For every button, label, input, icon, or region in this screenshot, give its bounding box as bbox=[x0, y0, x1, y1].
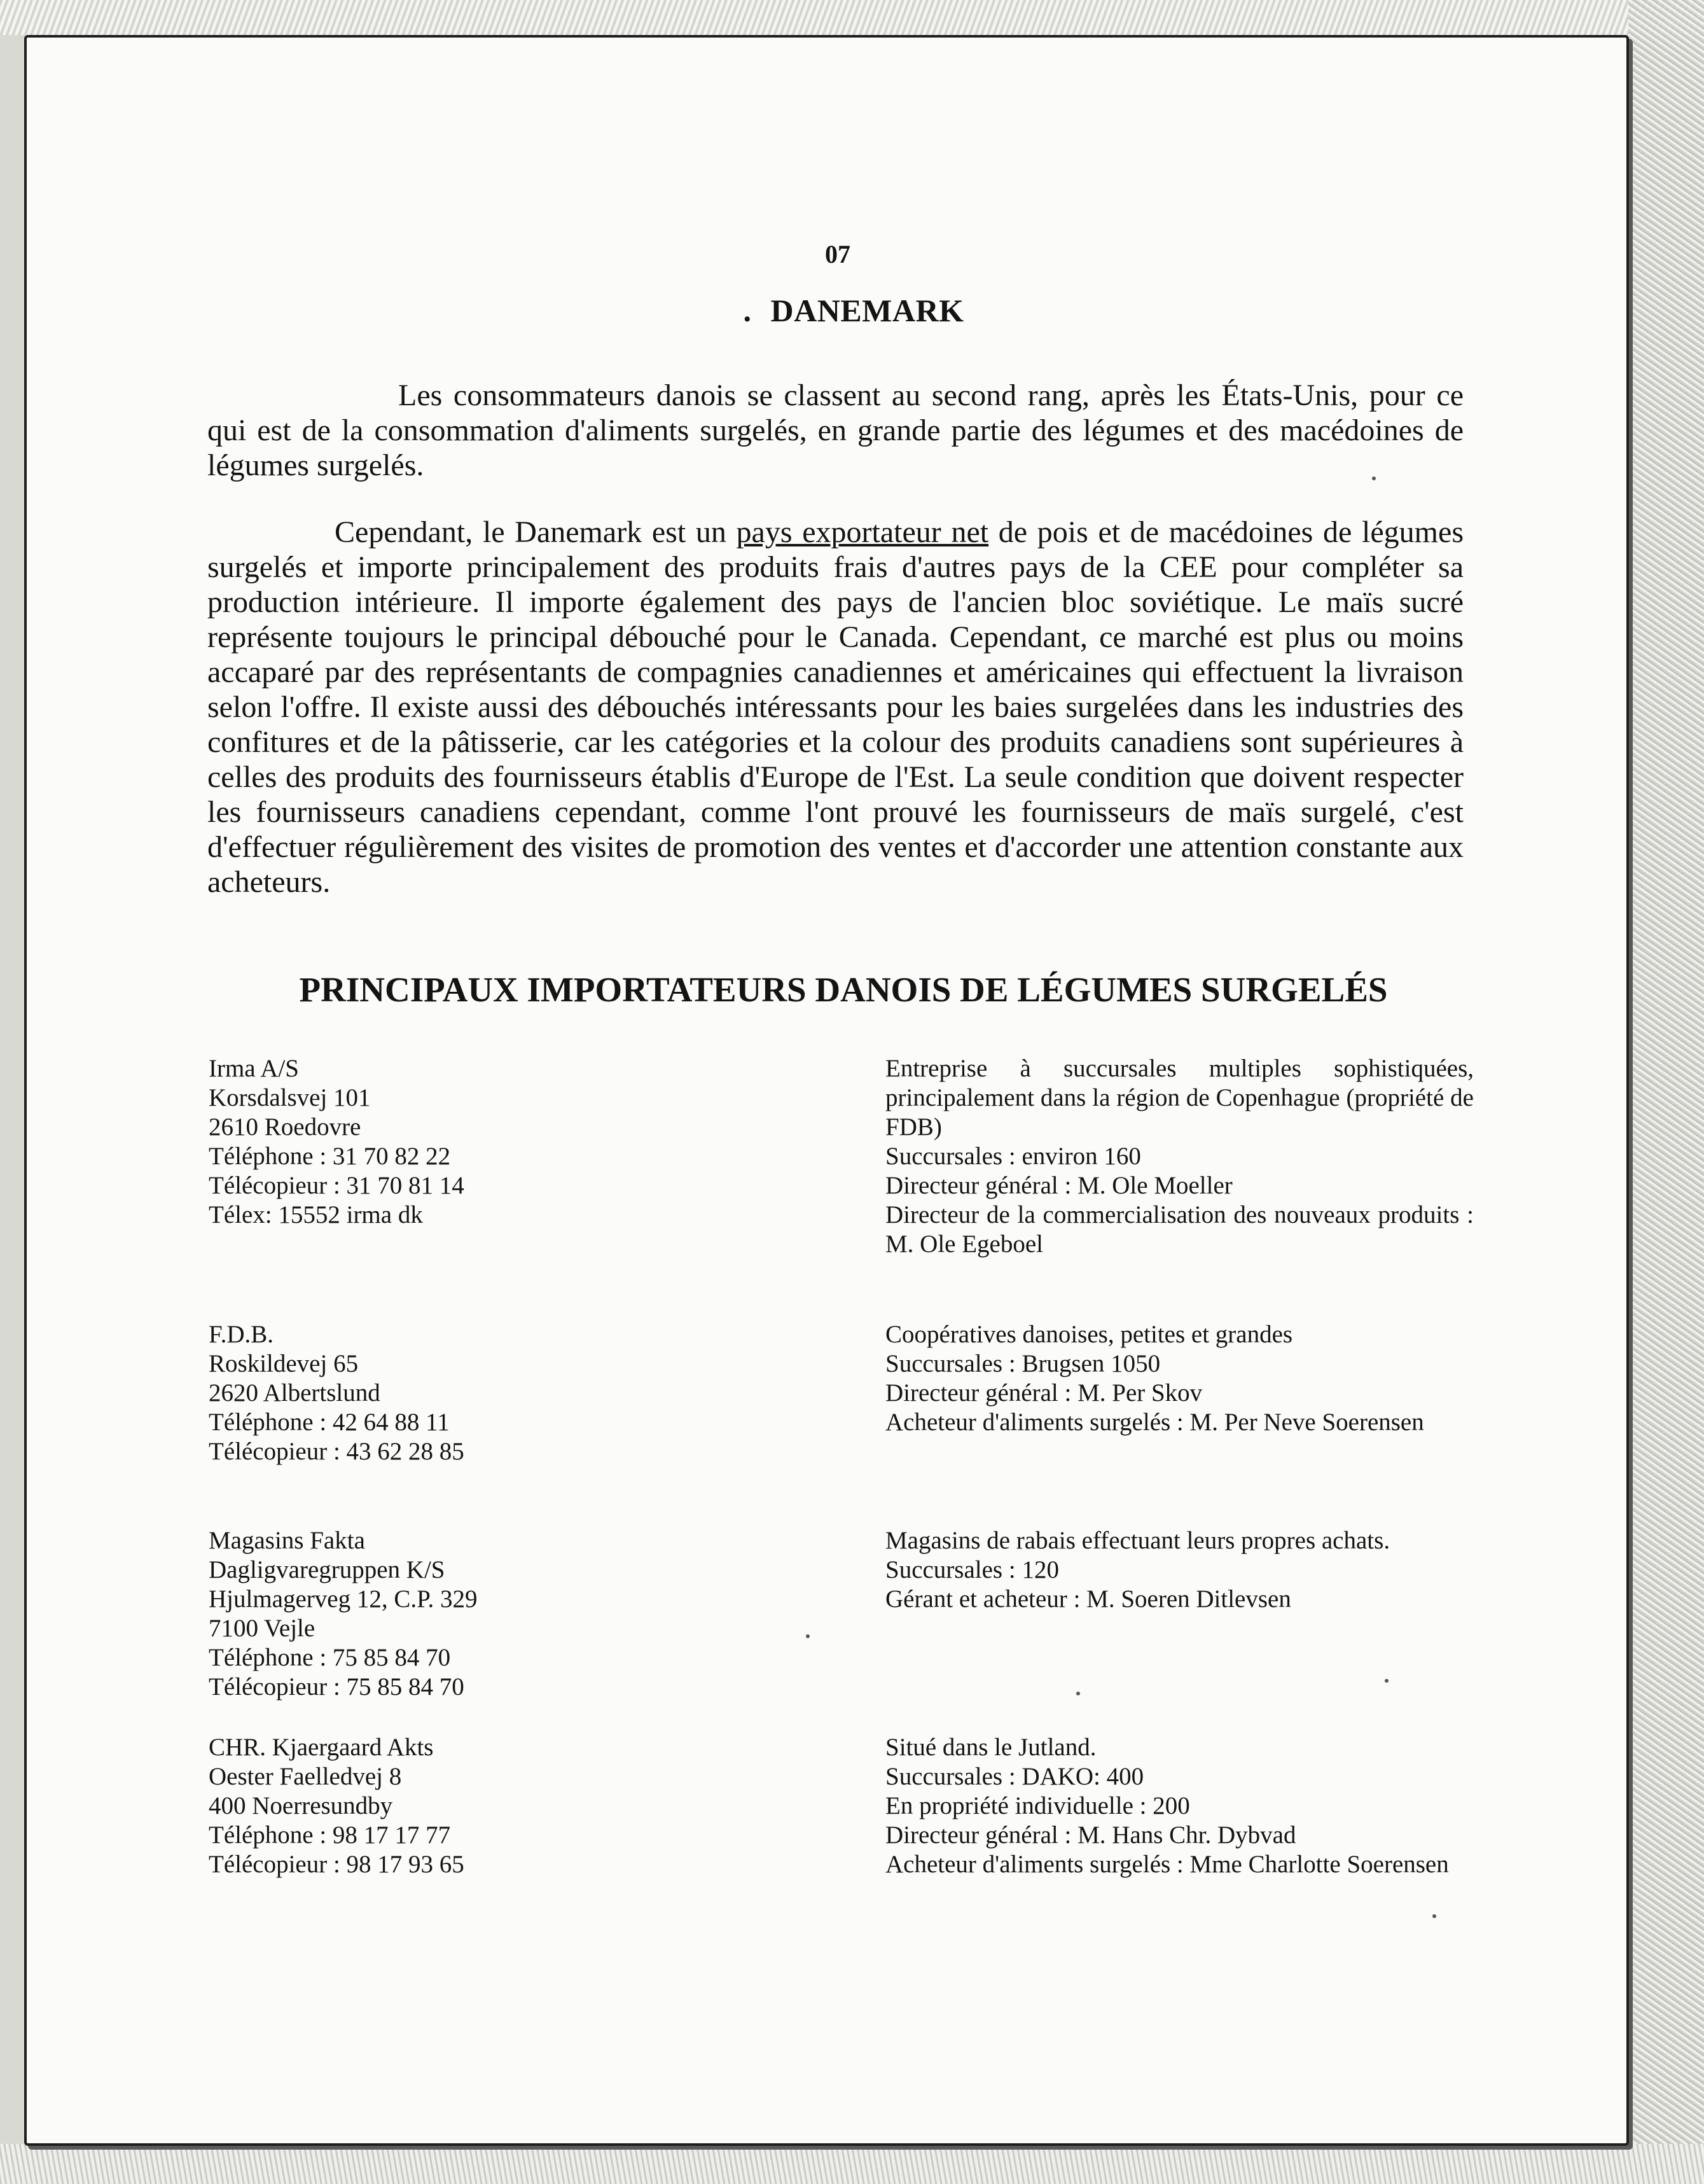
address-line: Télécopieur : 98 17 93 65 bbox=[209, 1851, 464, 1878]
detail-line: Succursales : DAKO: 400 bbox=[885, 1763, 1144, 1790]
address-line: 2610 Roedovre bbox=[209, 1113, 361, 1141]
paragraph-1: Les consommateurs danois se classent au second rang, après les États-Unis, pour ce qui est de la consommation d'aliments surgelés, en grande partie des légumes et des macédoines de légumes surgelés. bbox=[207, 379, 1464, 482]
detail-line: Situé dans le Jutland. bbox=[885, 1734, 1097, 1761]
detail-line: Magasins de rabais effectuant leurs propres achats. bbox=[885, 1527, 1390, 1554]
address-line: Korsdalsvej 101 bbox=[209, 1084, 371, 1111]
address-line: Télex: 15552 irma dk bbox=[209, 1201, 423, 1228]
address-line: Télécopieur : 31 70 81 14 bbox=[209, 1172, 464, 1199]
address-line: Dagligvaregruppen K/S bbox=[209, 1556, 445, 1583]
address-line: 2620 Albertslund bbox=[209, 1379, 380, 1407]
address-line: Téléphone : 42 64 88 11 bbox=[209, 1408, 450, 1436]
address-line: CHR. Kjaergaard Akts bbox=[209, 1734, 434, 1761]
title-text: DANEMARK bbox=[770, 293, 964, 328]
importer-2-address bbox=[209, 1320, 781, 1466]
importer-2-details bbox=[885, 1320, 1474, 1437]
address-line: Téléphone : 98 17 17 77 bbox=[209, 1821, 451, 1849]
paragraph-2-start: Cependant, le Danemark est un bbox=[335, 515, 737, 549]
detail-text: Acheteur d'aliments surgelés : Mme Charlotte Soerensen bbox=[885, 1851, 1449, 1878]
scan-edge-right bbox=[1628, 0, 1704, 2184]
detail-line: Directeur général : M. Ole Moeller bbox=[885, 1172, 1233, 1199]
address-line: Oester Faelledvej 8 bbox=[209, 1763, 402, 1790]
address-line: Magasins Fakta bbox=[209, 1527, 365, 1554]
detail-line: Succursales : 120 bbox=[885, 1556, 1059, 1583]
address-line: Roskildevej 65 bbox=[209, 1350, 359, 1377]
importer-3-details bbox=[885, 1526, 1474, 1614]
importer-1-address bbox=[209, 1054, 781, 1230]
scan-speck bbox=[1076, 1692, 1080, 1695]
address-line: Téléphone : 31 70 82 22 bbox=[209, 1143, 451, 1170]
section-heading: PRINCIPAUX IMPORTATEURS DANOIS DE LÉGUMES SURGELÉS bbox=[299, 970, 1388, 1009]
importer-3-address bbox=[209, 1526, 781, 1702]
address-line: Télécopieur : 43 62 28 85 bbox=[209, 1438, 464, 1465]
paragraph-2 bbox=[207, 515, 1464, 900]
scan-speck bbox=[806, 1634, 810, 1638]
detail-line: En propriété individuelle : 200 bbox=[885, 1792, 1190, 1819]
importer-4-address bbox=[209, 1733, 781, 1879]
document-page bbox=[24, 35, 1629, 2146]
paragraph-2-rest: de pois et de macédoines de légumes surgelés et importe principalement des produits frais d'autres pays de la CEE pour compléter sa production intérieure. Il importe également des pays de l'ancien bloc soviétique. Le maïs sucré représente toujours le principal débouché pour le Canada. Cependant, ce marché est plus ou moins accaparé par des représentants de compagnies canadiennes et américaines qui effectuent la livraison selon l'offre. Il existe aussi des débouchés intéressants pour les baies surgelées dans les industries des confitures et de la pâtisserie, car les catégories et la colour des produits canadiens sont supérieures à celles des produits des fournisseurs établis d'Europe de l'Est. La seule condition que doivent respecter les fournisseurs canadiens cependant, comme l'ont prouvé les fournisseurs de maïs surgelé, c'est d'effectuer régulièrement des visites de promotion des ventes et d'accorder une attention constante aux acheteurs. bbox=[207, 515, 1464, 899]
address-line: F.D.B. bbox=[209, 1321, 274, 1348]
scan-edge-bottom bbox=[0, 2144, 1704, 2184]
underlined-phrase: pays exportateur net bbox=[736, 515, 989, 549]
detail-text: Acheteur d'aliments surgelés : M. Per Neve Soerensen bbox=[885, 1408, 1424, 1436]
detail-line: Coopératives danoises, petites et grandes bbox=[885, 1321, 1293, 1348]
scan-edge-top bbox=[0, 0, 1704, 35]
title-bullet: . bbox=[743, 293, 752, 328]
address-line: Téléphone : 75 85 84 70 bbox=[209, 1644, 451, 1671]
detail-line: Succursales : environ 160 bbox=[885, 1143, 1141, 1170]
address-line: 7100 Vejle bbox=[209, 1615, 315, 1642]
address-line: 400 Noerresundby bbox=[209, 1792, 393, 1819]
page-title bbox=[695, 292, 1013, 329]
importer-1-details bbox=[885, 1054, 1474, 1259]
address-line: Télécopieur : 75 85 84 70 bbox=[209, 1673, 464, 1701]
address-line: Irma A/S bbox=[209, 1055, 299, 1082]
detail-line: Directeur général : M. Per Skov bbox=[885, 1379, 1203, 1407]
page-number: 07 bbox=[825, 240, 850, 268]
detail-text: Entreprise à succursales multiples sophistiquées, principalement dans la région de Copenhague (propriété de FDB) bbox=[885, 1055, 1474, 1141]
scan-speck bbox=[1385, 1679, 1389, 1683]
scan-speck bbox=[1372, 476, 1376, 480]
importer-4-details bbox=[885, 1733, 1474, 1879]
detail-line: Gérant et acheteur : M. Soeren Ditlevsen bbox=[885, 1585, 1291, 1613]
scan-speck bbox=[1432, 1914, 1436, 1918]
detail-line: Directeur général : M. Hans Chr. Dybvad bbox=[885, 1821, 1296, 1849]
detail-line: Succursales : Brugsen 1050 bbox=[885, 1350, 1161, 1377]
address-line: Hjulmagerveg 12, C.P. 329 bbox=[209, 1585, 478, 1613]
detail-text: Directeur de la commercialisation des nouveaux produits : M. Ole Egeboel bbox=[885, 1201, 1474, 1258]
